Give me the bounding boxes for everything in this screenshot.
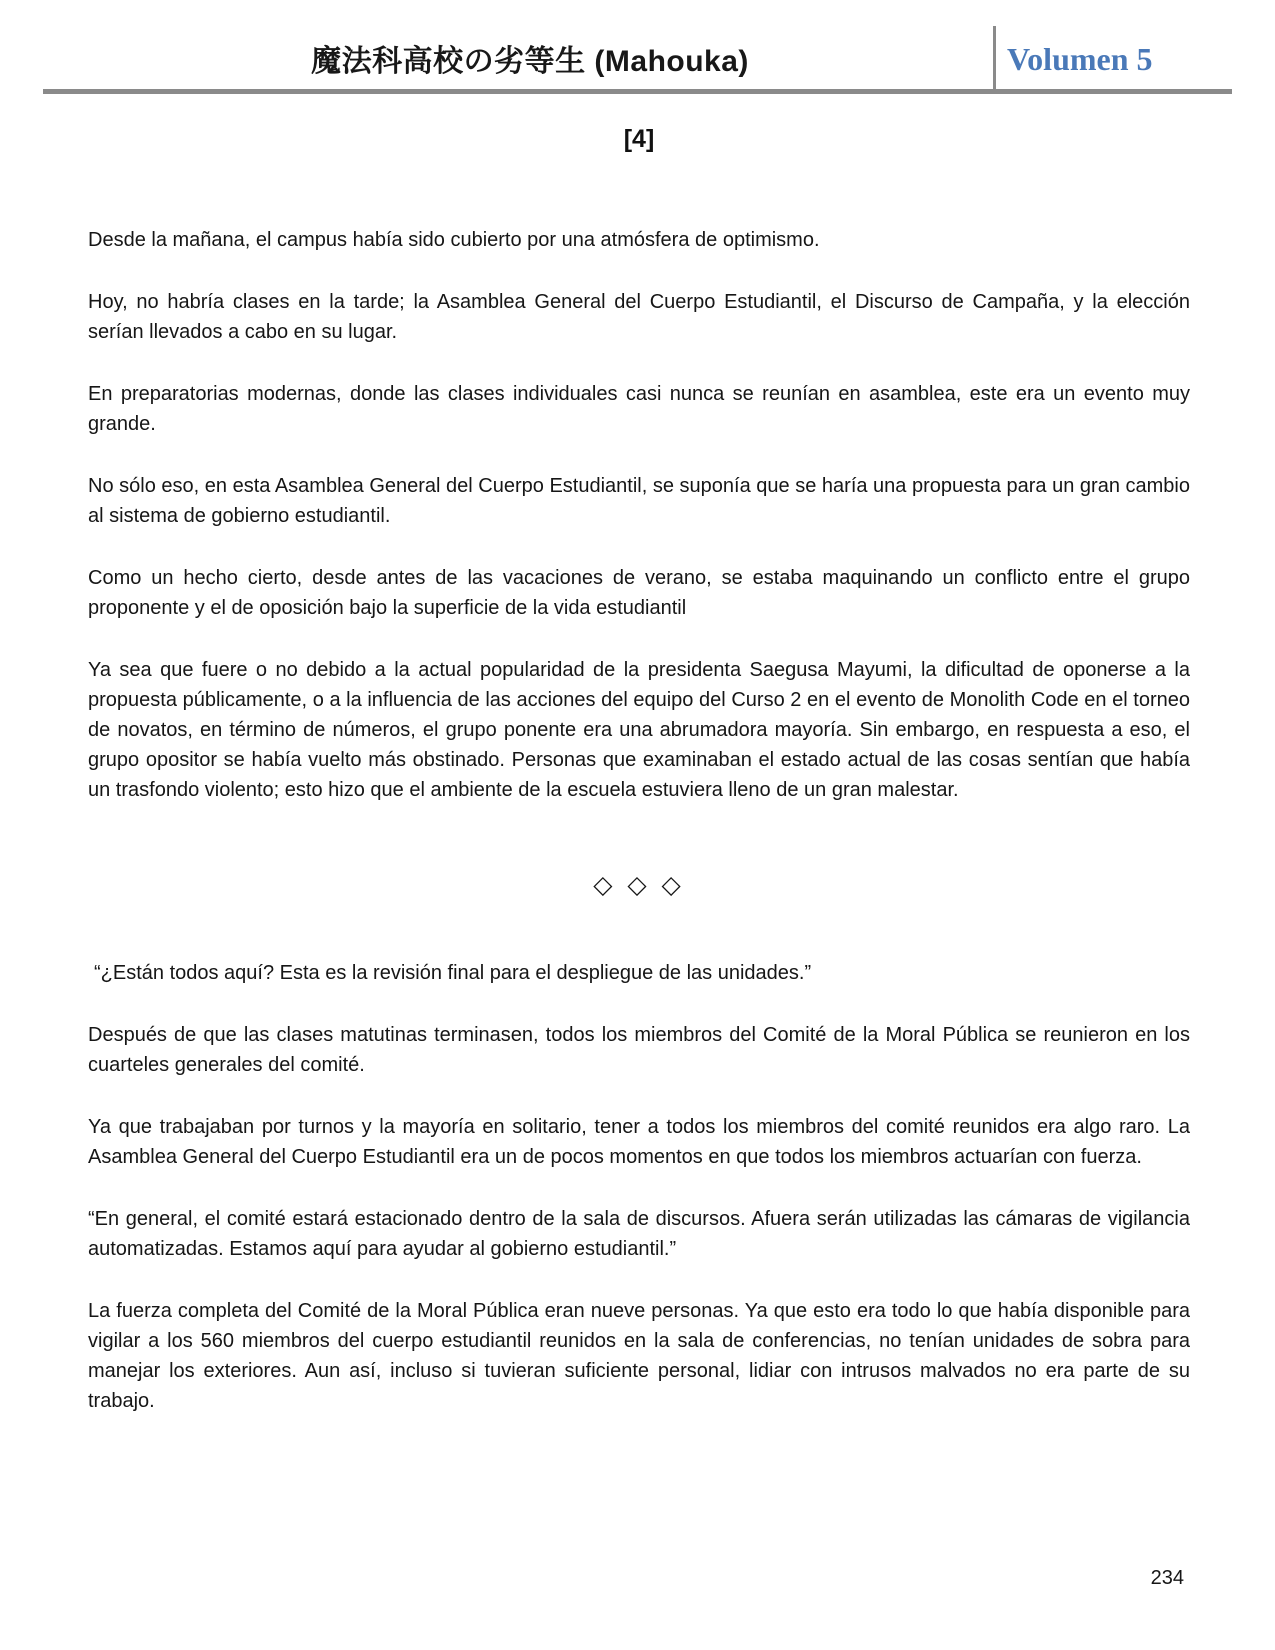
body-paragraph: En preparatorias modernas, donde las clases individuales casi nunca se reunían en asamblea, este era un evento muy grande.	[88, 383, 1190, 435]
body-paragraph: La fuerza completa del Comité de la Moral Pública eran nueve personas. Ya que esto era todo lo que había disponible para vigilar a los 560 miembros del cuerpo estudiantil reunidos en la sala de conferencias, no tenían unidades de sobra para manejar los exteriores. Aun así, incluso si tuvieran suficiente personal, lidiar con intrusos malvados no era parte de su trabajo.	[88, 1300, 1190, 1412]
scene-break-divider: ◇ ◇ ◇	[593, 871, 685, 899]
document-title: 魔法科高校の劣等生 (Mahouka)	[311, 45, 749, 78]
body-paragraph: Después de que las clases matutinas terminasen, todos los miembros del Comité de la Moral Pública se reunieron en los cuarteles generales del comité.	[88, 1024, 1190, 1076]
header-title-cell	[43, 0, 993, 89]
volume-label: Volumen 5	[1007, 41, 1153, 77]
body-paragraph: Ya sea que fuere o no debido a la actual popularidad de la presidenta Saegusa Mayumi, la dificultad de oponerse a la propuesta públicamente, o a la influencia de las acciones del equipo del Curso 2 en el evento de Monolith Code en el torneo de novatos, en término de números, el grupo ponente era una abrumadora mayoría. Sin embargo, en respuesta a eso, el grupo opositor se había vuelto más obstinado. Personas que examinaban el estado actual de las cosas sentían que había un trasfondo violento; esto hizo que el ambiente de la escuela estuviera lleno de un gran malestar.	[88, 659, 1190, 801]
body-paragraph: Ya que trabajaban por turnos y la mayoría en solitario, tener a todos los miembros del comité reunidos era algo raro. La Asamblea General del Cuerpo Estudiantil era un de pocos momentos en que todos los miembros actuarían con fuerza.	[88, 1116, 1190, 1168]
page-header	[43, 0, 1232, 94]
body-paragraph: Hoy, no habría clases en la tarde; la Asamblea General del Cuerpo Estudiantil, el Discurso de Campaña, y la elección serían llevados a cabo en su lugar.	[88, 291, 1190, 343]
body-paragraph: No sólo eso, en esta Asamblea General del Cuerpo Estudiantil, se suponía que se haría una propuesta para un gran cambio al sistema de gobierno estudiantil.	[88, 475, 1190, 527]
header-volume-cell	[993, 26, 1232, 89]
body-text	[88, 225, 1190, 1448]
body-paragraph: Desde la mañana, el campus había sido cubierto por una atmósfera de optimismo.	[88, 229, 820, 251]
page-number: 234	[1150, 1567, 1184, 1589]
body-paragraph-dialogue: “En general, el comité estará estacionado dentro de la sala de discursos. Afuera serán utilizadas las cámaras de vigilancia automatizadas. Estamos aquí para ayudar al gobierno estudiantil.”	[88, 1208, 1190, 1260]
body-paragraph-dialogue: “¿Están todos aquí? Esta es la revisión final para el despliegue de las unidades.”	[94, 962, 812, 984]
body-paragraph: Como un hecho cierto, desde antes de las vacaciones de verano, se estaba maquinando un conflicto entre el grupo proponente y el de oposición bajo la superficie de la vida estudiantil	[88, 567, 1190, 619]
chapter-number-heading: [4]	[623, 125, 655, 153]
